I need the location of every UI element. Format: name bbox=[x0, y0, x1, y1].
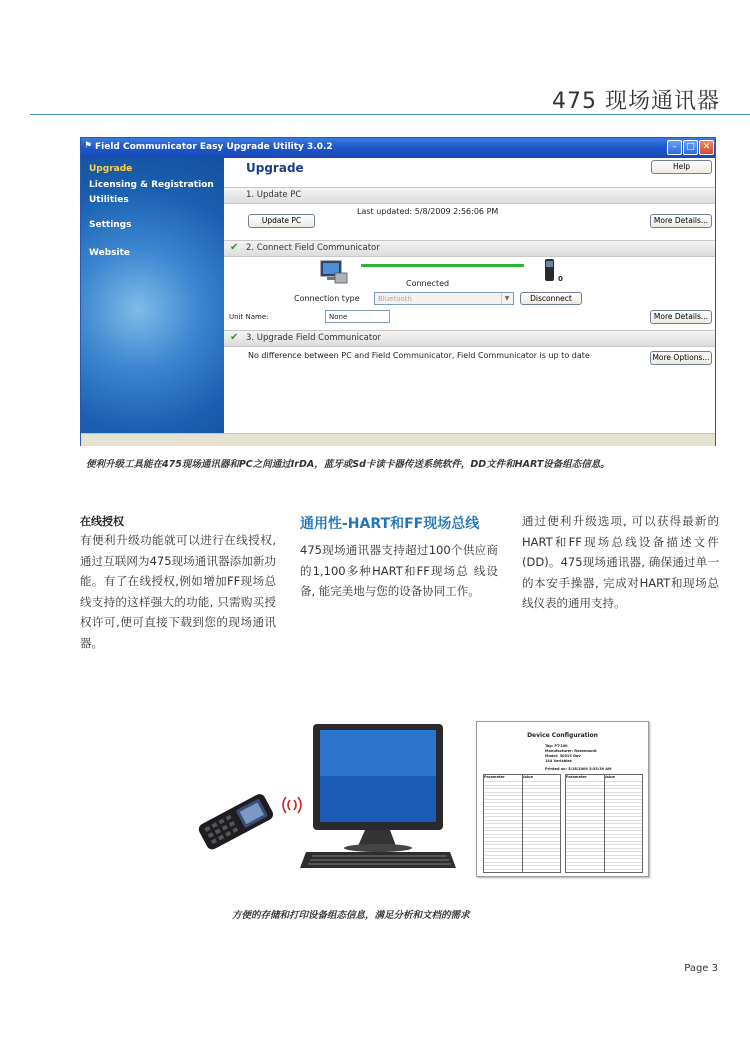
upgrade-heading: Upgrade bbox=[246, 161, 304, 175]
page-number: Page 3 bbox=[684, 963, 718, 974]
page-title: 475 现场通讯器 bbox=[552, 89, 720, 114]
sidebar-item-website[interactable]: Website bbox=[89, 248, 131, 258]
sidebar-item-settings[interactable]: Settings bbox=[89, 220, 132, 230]
device-count: 0 bbox=[558, 275, 563, 283]
last-updated-text: Last updated: 5/8/2009 2:56:06 PM bbox=[357, 207, 499, 216]
unit-name-label: Unit Name: bbox=[229, 313, 269, 321]
doc-model: Model: 3051S Dev bbox=[545, 754, 581, 758]
device-config-document bbox=[476, 721, 649, 877]
section-upgrade-fc-title: 3. Upgrade Field Communicator bbox=[246, 333, 381, 343]
universal-heading: 通用性-HART和FF现场总线 bbox=[300, 516, 480, 532]
main-panel bbox=[224, 158, 715, 433]
upgrade-status-message: No difference between PC and Field Communicator, Field Communicator is up to date bbox=[248, 351, 590, 360]
doc-printed: Printed on: 5/18/2009 3:35:39 AM bbox=[545, 767, 612, 771]
connection-status: Connected bbox=[406, 279, 450, 288]
online-license-heading: 在线授权 bbox=[80, 515, 124, 528]
doc-param-header: Parameter bbox=[484, 775, 505, 779]
sidebar-item-utilities[interactable]: Utilities bbox=[89, 195, 129, 205]
doc-tag: Tag: PT-100 bbox=[545, 744, 568, 748]
chevron-down-icon[interactable]: ▼ bbox=[501, 293, 512, 304]
section-update-pc-title: 1. Update PC bbox=[246, 190, 302, 200]
connection-type-value: Bluetooth bbox=[378, 295, 412, 303]
section-connect bbox=[224, 240, 715, 257]
connection-progress-bar bbox=[361, 264, 524, 267]
doc-table-right bbox=[565, 774, 643, 873]
pc-monitor-icon bbox=[319, 259, 349, 285]
illustration-caption: 方便的存储和打印设备组态信息，满足分析和文档的需求 bbox=[232, 910, 470, 921]
check-icon: ✔ bbox=[230, 332, 239, 343]
update-pc-button[interactable]: Update PC bbox=[248, 214, 315, 228]
maximize-icon[interactable]: □ bbox=[683, 140, 698, 155]
section-connect-title: 2. Connect Field Communicator bbox=[246, 243, 380, 253]
dd-upgrade-text: 通过便利升级选项, 可以获得最新的HART和FF现场总线设备描述文件(DD)。475现场通讯器, 确保通过单一的本安手操器, 完成对HART和现场总线仪表的通用支持。 bbox=[522, 514, 719, 610]
connection-type-label: Connection type bbox=[294, 294, 360, 303]
app-window bbox=[80, 137, 716, 446]
connection-type-select[interactable] bbox=[374, 292, 514, 305]
header-rule bbox=[30, 114, 750, 115]
status-bar bbox=[81, 433, 715, 446]
app-icon: ⚑ bbox=[84, 141, 93, 151]
doc-meta bbox=[545, 744, 611, 772]
online-license-text: 有便利升级功能就可以进行在线授权, 通过互联网为475现场通讯器添加新功能。有了在线授权,例如增加FF现场总线支持的这样强大的功能, 只需购买授权许可,便可直接下载到您的现场通讯器。 bbox=[80, 533, 276, 650]
help-button[interactable]: Help bbox=[651, 160, 712, 174]
check-icon: ✔ bbox=[230, 242, 239, 253]
window-title: Field Communicator Easy Upgrade Utility 3.0.2 bbox=[95, 142, 333, 152]
close-icon[interactable]: ✕ bbox=[699, 140, 714, 155]
universal-text: 475现场通讯器支持超过100个供应商的1,100多种HART和FF现场总 线设备, 能完美地与您的设备协同工作。 bbox=[300, 543, 498, 598]
section2-more-details-button[interactable]: More Details... bbox=[650, 310, 712, 324]
sidebar-item-upgrade[interactable]: Upgrade bbox=[89, 164, 133, 174]
minimize-icon[interactable]: – bbox=[667, 140, 682, 155]
doc-manufacturer: Manufacturer: Rosemount bbox=[545, 749, 597, 753]
computer-illustration bbox=[300, 722, 460, 872]
doc-table-left bbox=[483, 774, 561, 873]
doc-variables: 144 Variables bbox=[545, 759, 572, 763]
handheld-communicator-illustration bbox=[190, 780, 280, 860]
doc-param-header: Parameter bbox=[566, 775, 587, 779]
sidebar bbox=[81, 158, 224, 433]
sidebar-item-licensing[interactable]: Licensing & Registration bbox=[89, 180, 214, 190]
more-options-button[interactable]: More Options... bbox=[650, 351, 712, 365]
section-upgrade-fc bbox=[224, 330, 715, 347]
section-update-pc bbox=[224, 187, 715, 204]
section1-more-details-button[interactable]: More Details... bbox=[650, 214, 712, 228]
disconnect-button[interactable]: Disconnect bbox=[520, 292, 582, 305]
doc-value-header: Value bbox=[604, 775, 615, 779]
title-bar bbox=[81, 138, 715, 158]
doc-title: Device Configuration bbox=[527, 732, 598, 739]
screenshot-caption: 便利升级工具能在475现场通讯器和PC之间通过IrDA，蓝牙或Sd卡读卡器传送系统软件，DD文件和HART设备组态信息。 bbox=[86, 459, 610, 470]
doc-value-header: Value bbox=[522, 775, 533, 779]
unit-name-field[interactable]: None bbox=[325, 310, 390, 323]
